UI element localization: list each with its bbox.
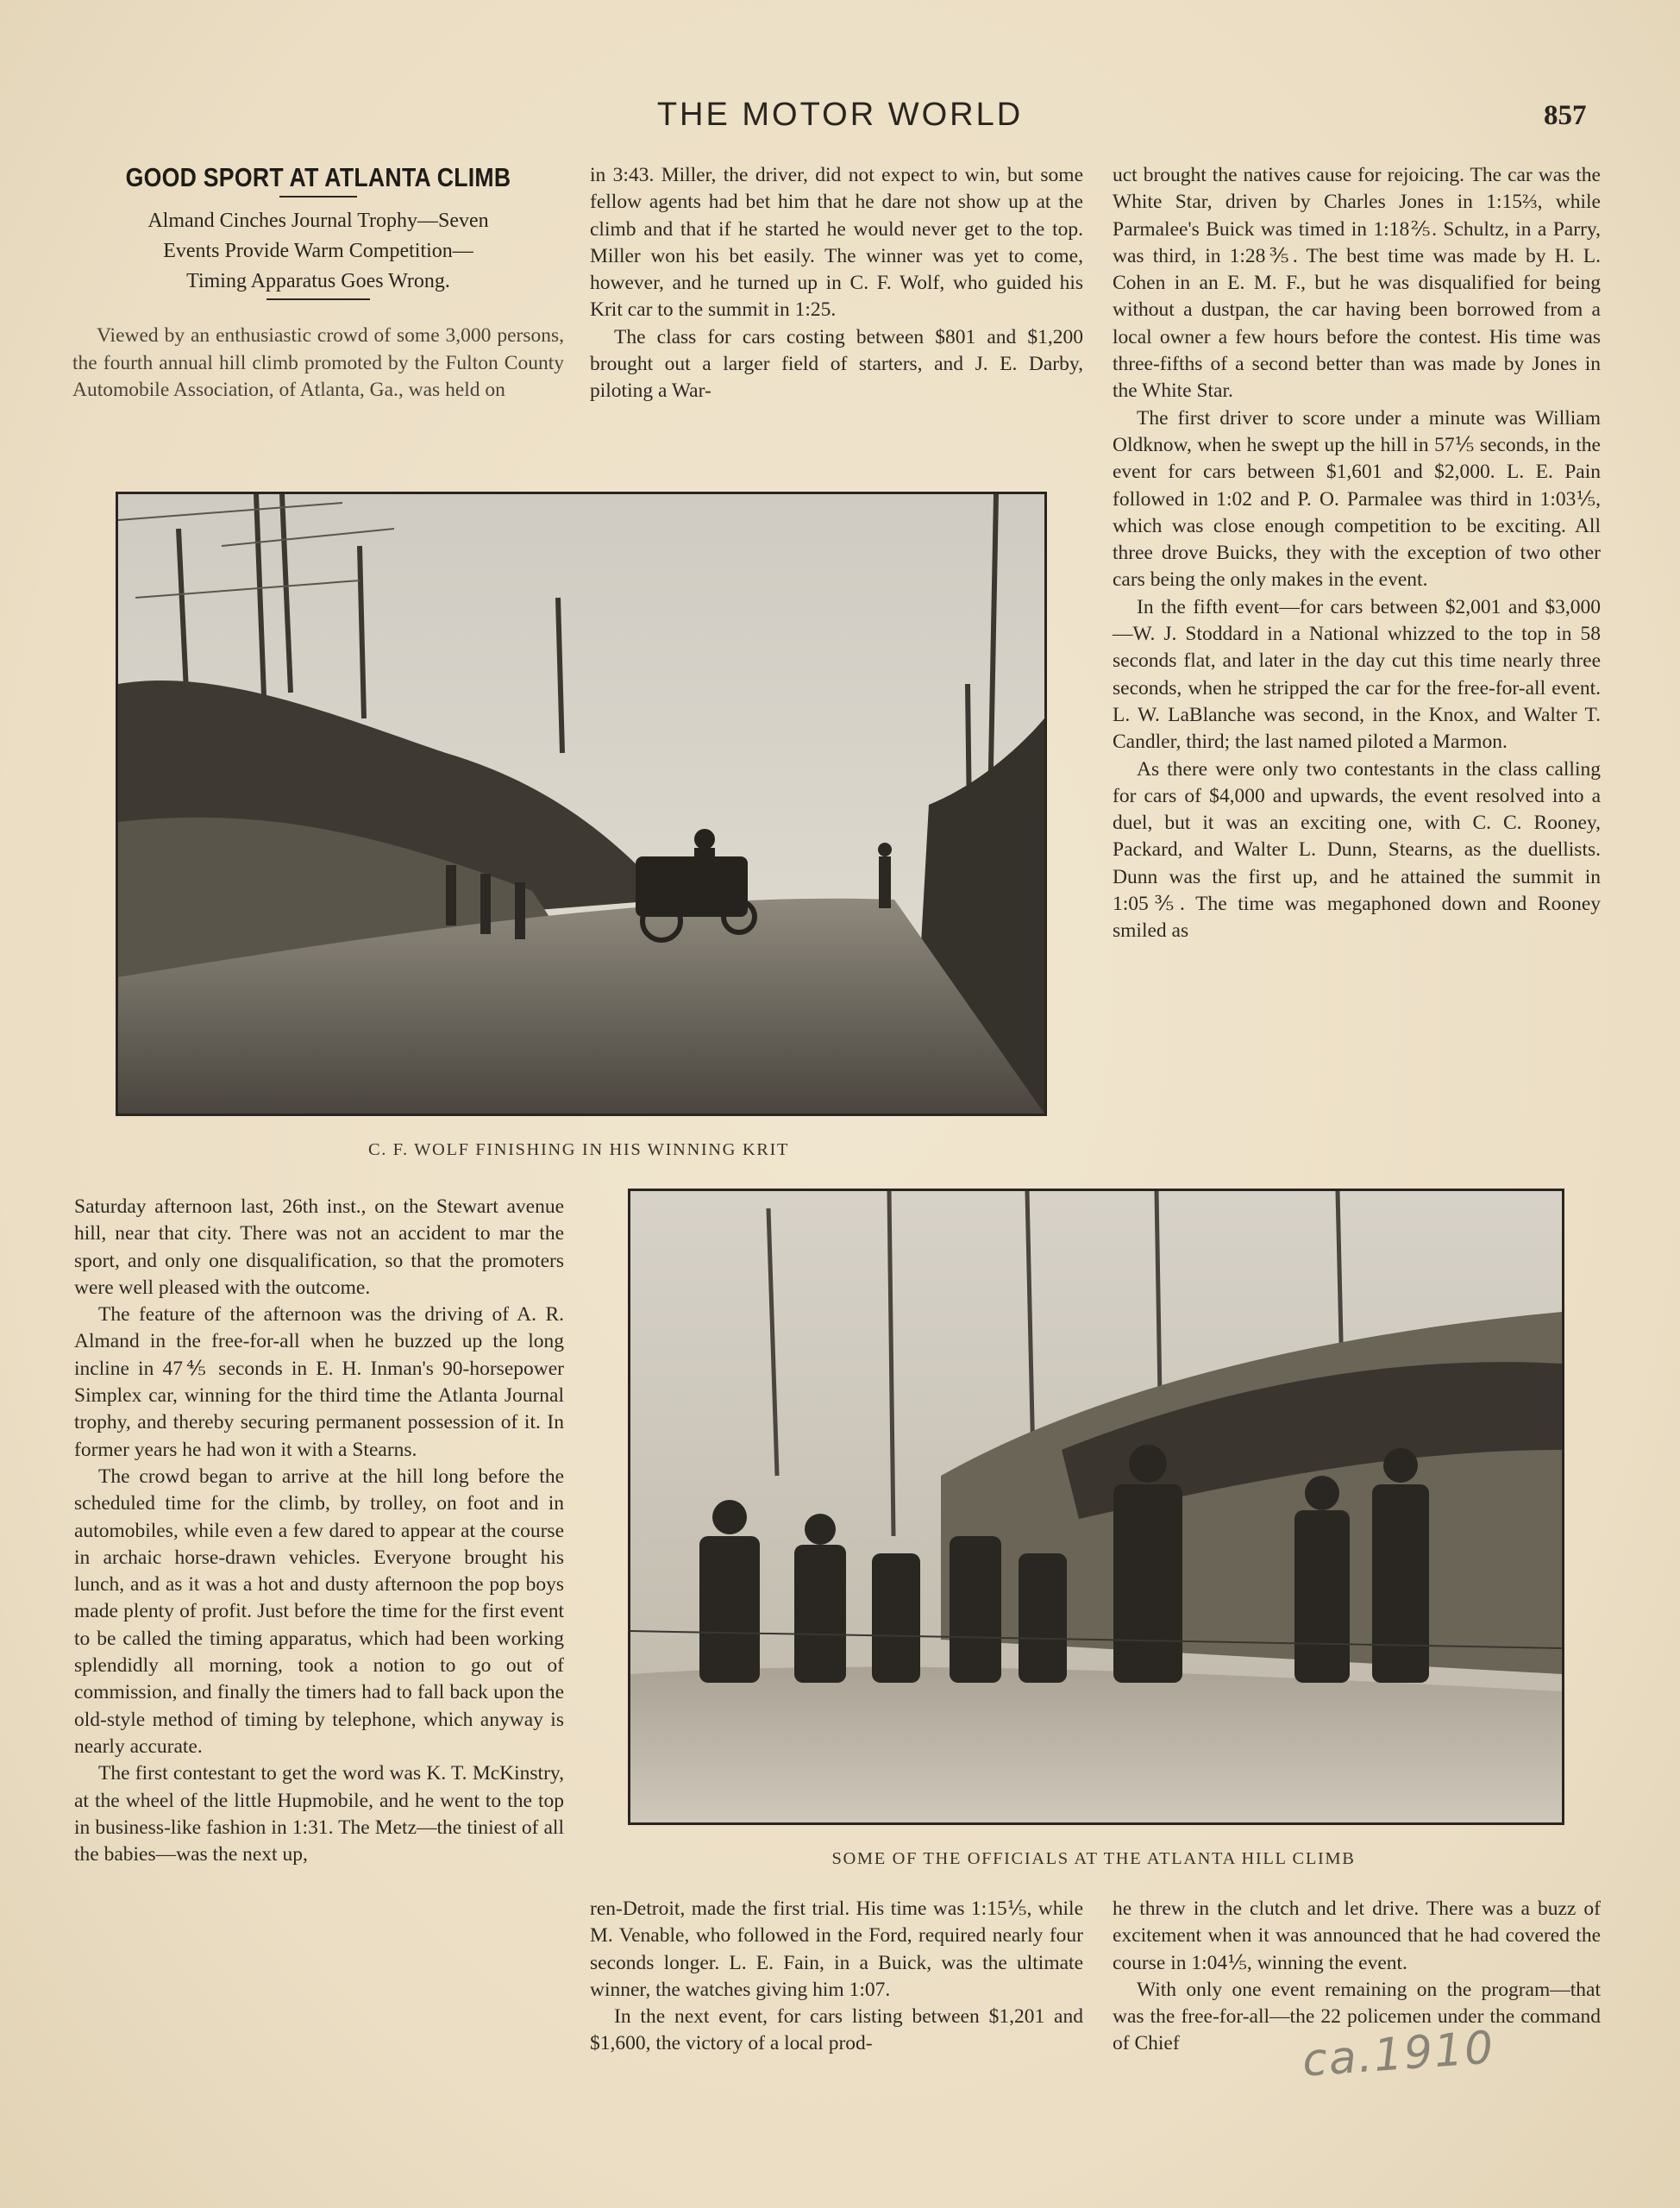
- column-1-top: [72, 160, 564, 404]
- paragraph: uct brought the natives cause for rejoicing. The car was the White Star, driven by Charles Jones in 1:15⅔, while Parmalee's Buick was timed in 1:18⅖. Schultz, in a Parry, was third, in 1:28⅗. The best time was made by H. L. Cohen in an E. M. F., but he was disqualified for being without a dustpan, the car having been borrowed from a local owner a few hours before the contest. His time was three-fifths of a second better than was made by Jones in the White Star.: [1113, 164, 1601, 403]
- photo-krit-finishing: [116, 492, 1047, 1116]
- page-number: 857: [1544, 100, 1587, 131]
- paragraph: in 3:43. Miller, the driver, did not expect to win, but some fellow agents had bet him that he dare not show up at the climb and that if he started he would never get to the top. Miller won his bet easily. The winner was yet to come, however, and he turned up in C. F. Wolf, who guided his Krit car to the summit in 1:25.: [590, 164, 1083, 322]
- paragraph: The first driver to score under a minute was William Oldknow, when he swept up the hill in 57⅕ seconds, in the event for cars between $1,601 and $2,000. L. E. Pain followed in 1:02 and P. O. Parmalee was third in 1:03⅕, which was close enough competition to be exciting. All three drove Buicks, they with the exception of two other cars being the only makes in the event.: [1113, 406, 1601, 592]
- running-head: THE MOTOR WORLD: [656, 97, 1024, 133]
- deck-line: Almand Cinches Journal Trophy—Seven: [147, 210, 489, 233]
- paragraph: The first contestant to get the word was K. T. McKinstry, at the wheel of the little Hupmobile, and he went to the top in business-like fashion in 1:31. The Metz—the tiniest of all the babies—was the next up,: [74, 1762, 564, 1866]
- paragraph: The class for cars costing between $801 and $1,200 brought out a larger field of starters, and J. E. Darby, piloting a War-: [590, 325, 1083, 403]
- headline-rule: [279, 196, 357, 198]
- article-deck: [72, 206, 564, 297]
- column-2-bottom: [590, 1896, 1083, 2058]
- paragraph: In the fifth event—for cars between $2,001 and $3,000—W. J. Stoddard in a National whizzed to the top in 58 seconds flat, and later in the day cut this time nearly three seconds, when he stripped the car for the free-for-all event. L. W. LaBlanche was second, in the Knox, and Walter T. Candler, third; the last named piloted a Marmon.: [1113, 595, 1601, 754]
- paragraph: Viewed by an enthusiastic crowd of some 3,000 persons, the fourth annual hill climb promoted by the Fulton County Automobile Association, of Atlanta, Ga., was held on: [72, 324, 564, 401]
- paragraph: Saturday afternoon last, 26th inst., on the Stewart avenue hill, near that city. There was not an accident to mar the sport, and only one disqualification, so that the promoters were well pleased with the outcome.: [74, 1195, 564, 1299]
- paragraph: The crowd began to arrive at the hill long before the scheduled time for the climb, by trolley, on foot and in automobiles, while even a few dared to appear at the course in archaic horse-drawn vehicles. Everyone brought his lunch, and as it was a hot and dusty afternoon the pop boys made plenty of profit. Just before the time for the first event to be called the timing apparatus, which had been working splendidly all morning, took a notion to go out of commission, and finally the timers had to fall back upon the old-style method of timing by telephone, which anyway is nearly accurate.: [74, 1465, 564, 1758]
- photo-krit-illustration: [118, 494, 1044, 1113]
- column-1-bottom: [74, 1194, 564, 1868]
- deck-rule: [266, 298, 370, 300]
- paragraph: The feature of the afternoon was the driving of A. R. Almand in the free-for-all when he buzzed up the long incline in 47⅘ seconds in E. H. Inman's 90-horsepower Simplex car, winning for the third time the Atlanta Journal trophy, and thereby securing permanent possession of it. In former years he had won it with a Stearns.: [74, 1303, 564, 1461]
- photo-officials-illustration: [630, 1191, 1562, 1822]
- paragraph: ren-Detroit, made the first trial. His time was 1:15⅕, while M. Venable, who followed in the Ford, required nearly four seconds longer. L. E. Fain, in a Buick, was the ultimate winner, the watches giving him 1:07.: [590, 1898, 1083, 2001]
- photo-1-caption: C. F. WOLF FINISHING IN HIS WINNING KRIT: [367, 1140, 790, 1159]
- deck-line: Events Provide Warm Competition—: [163, 240, 473, 263]
- handwritten-date-note: ca.1910: [1301, 2022, 1497, 2087]
- paragraph: With only one event remaining on the program—that was the free-for-all—the 22 policemen under the command of Chief: [1113, 1978, 1601, 2055]
- article-headline: GOOD SPORT AT ATLANTA CLIMB: [125, 162, 511, 192]
- deck-line: Timing Apparatus Goes Wrong.: [186, 270, 450, 293]
- photo-2-caption: SOME OF THE OFFICIALS AT THE ATLANTA HILL CLIMB: [831, 1849, 1356, 1868]
- paragraph: In the next event, for cars listing between $1,201 and $1,600, the victory of a local prod-: [590, 2005, 1083, 2055]
- paragraph: he threw in the clutch and let drive. There was a buzz of excitement when it was announced that he had covered the course in 1:04⅕, winning the event.: [1113, 1898, 1601, 1974]
- photo-officials: [628, 1189, 1564, 1825]
- paragraph: As there were only two contestants in the class calling for cars of $4,000 and upwards, the event resolved into a duel, but it was an exciting one, with C. C. Rooney, Packard, and Walter L. Dunn, Stearns, as the duellists. Dunn was the first up, and he attained the summit in 1:05⅗. The time was megaphoned down and Rooney smiled as: [1113, 757, 1601, 943]
- column-3-top: [1113, 162, 1601, 945]
- column-2-top: [590, 162, 1083, 405]
